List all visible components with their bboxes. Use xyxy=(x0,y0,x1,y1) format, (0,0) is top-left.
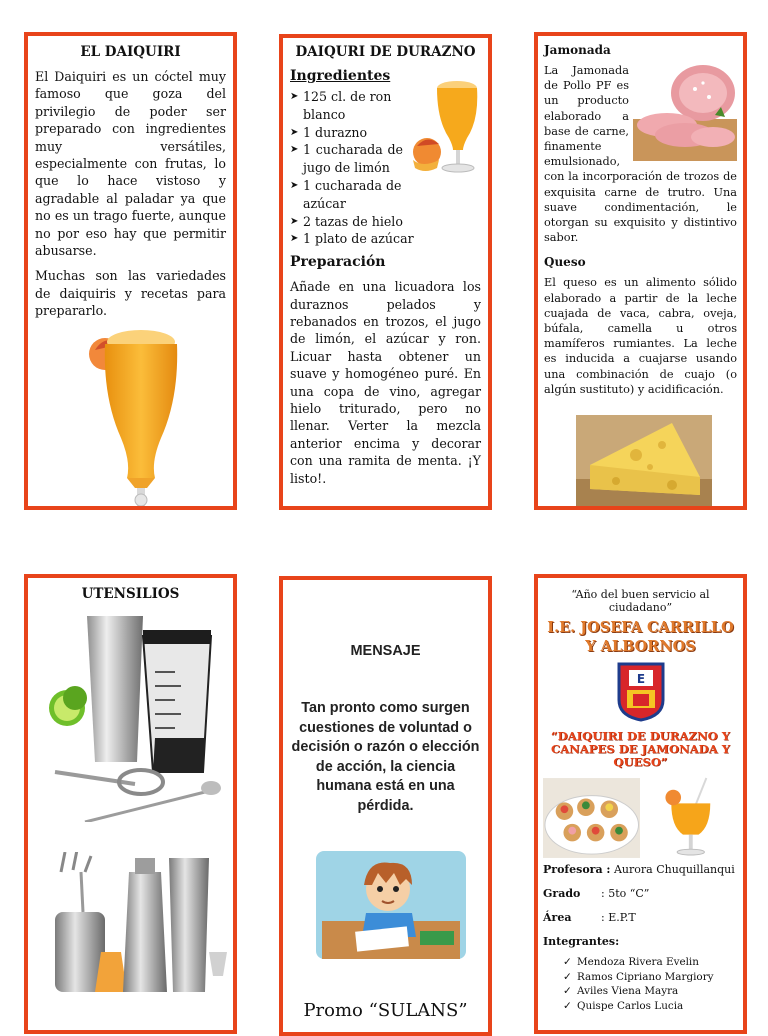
cheese-heading: Queso xyxy=(544,255,586,270)
list-item: ✓ Ramos Cipriano Margiory xyxy=(563,970,738,985)
list-item: ➤ 1 cucharada de jugo de limón xyxy=(290,141,481,177)
list-item: ✓ Quispe Carlos Lucia xyxy=(563,999,738,1014)
message-text: Tan pronto como surgen cuestiones de voluntad o decisión o razón o elección de acción, la ciencia humana está en una pérdida. xyxy=(291,700,480,814)
panel-cover xyxy=(534,574,747,1034)
ham-heading: Jamonada xyxy=(544,43,611,57)
ingredients-heading: Ingredientes xyxy=(290,68,391,84)
panel-ham-cheese xyxy=(534,32,747,510)
preparation-text: Añade en una licuadora los duraznos pelados y rebanados en trozos, el jugo de limón, el azúcar y ron. Licuar hasta obtener un suave y homogéneo puré. En una copa de vino, agregar hielo triturado, pero no llenar. Verter la mezcla anterior encima y decorar con una ramita de menta. ¡Y listo!. xyxy=(290,279,481,486)
teacher-field xyxy=(543,863,738,877)
varieties-paragraph: Muchas son las variedades de daiquiris y recetas para prepararlo. xyxy=(35,268,226,319)
panel-utensils xyxy=(24,574,237,1034)
area-label: Área xyxy=(543,911,572,924)
school-crest-icon xyxy=(617,662,738,722)
grade-value: : 5to “C” xyxy=(601,887,650,900)
teacher-label: Profesora : xyxy=(543,863,611,876)
grade-label: Grado xyxy=(543,887,581,900)
daiquiri-glass-image xyxy=(81,328,226,510)
school-name: I.E. JOSEFA CARRILLO Y ALBORNOS xyxy=(547,619,734,655)
panel-recipe xyxy=(279,34,492,510)
list-item: ➤ 2 tazas de hielo xyxy=(290,213,481,231)
panel-title: EL DAIQUIRI xyxy=(80,44,181,60)
list-item: ✓ Mendoza Rivera Evelin xyxy=(563,955,738,970)
panel-title: DAIQURI DE DURAZNO xyxy=(295,44,476,60)
panel-title: MENSAJE xyxy=(350,643,421,659)
ham-image xyxy=(633,63,737,161)
members-heading xyxy=(543,935,738,949)
cheese-text: El queso es un alimento sólido elaborado a partir de la leche cuajada de vaca, cabra, oveja, búfala, camella u otros mamíferos rumiantes. La leche es inducida a cuajarse usando una combinación de cuajo (o algún sustituto) y acidificación. xyxy=(544,276,737,396)
list-item: ➤ 125 cl. de ron blanco xyxy=(290,88,481,124)
grade-field xyxy=(543,887,738,901)
crest-letter: E xyxy=(636,672,646,686)
year-motto: “Año del buen servicio al ciudadano” xyxy=(571,588,710,614)
thinking-student-image xyxy=(316,851,481,959)
shaker-set-image xyxy=(45,612,226,822)
list-item: ➤ 1 plato de azúcar xyxy=(290,230,481,248)
teacher-name: Aurora Chuquillanqui xyxy=(613,863,735,876)
panel-el-daiquiri xyxy=(24,32,237,510)
ham-text: La Jamonada de Pollo PF es un producto elaborado a base de carne, finamente emulsionado, con la incorporación de trozos de exquisita carne de trutro. Una suave condimentación, le otorgan su exquisito y distintivo sabor. xyxy=(544,64,737,245)
list-item: ✓ Aviles Viena Mayra xyxy=(563,984,738,999)
promo-label: Promo “SULANS” xyxy=(303,1000,468,1021)
panel-message xyxy=(279,576,492,1036)
panel-title: UTENSILIOS xyxy=(81,586,180,602)
bar-tools-image xyxy=(51,852,226,992)
members-list xyxy=(543,955,738,1013)
canapes-and-drink-image xyxy=(543,777,738,859)
cheese-image xyxy=(576,415,737,507)
members-label: Integrantes: xyxy=(543,935,620,948)
preparation-heading: Preparación xyxy=(290,254,386,271)
ingredients-list xyxy=(290,88,481,248)
area-field xyxy=(543,911,738,925)
project-title: “DAIQUIRI DE DURAZNO Y CANAPES DE JAMONADA Y QUESO” xyxy=(550,729,731,769)
list-item: ➤ 1 durazno xyxy=(290,124,481,142)
list-item: ➤ 1 cucharada de azúcar xyxy=(290,177,481,213)
area-value: : E.P.T xyxy=(601,911,636,924)
intro-paragraph: El Daiquiri es un cóctel muy famoso que goza del privilegio de poder ser preparado con ingredientes muy versátiles, especialmente con frutas, lo que lo hace vistoso y agradable al paladar ya que no es un trago fuerte, aunque no por eso hay que permitir abusarse. xyxy=(35,69,226,259)
